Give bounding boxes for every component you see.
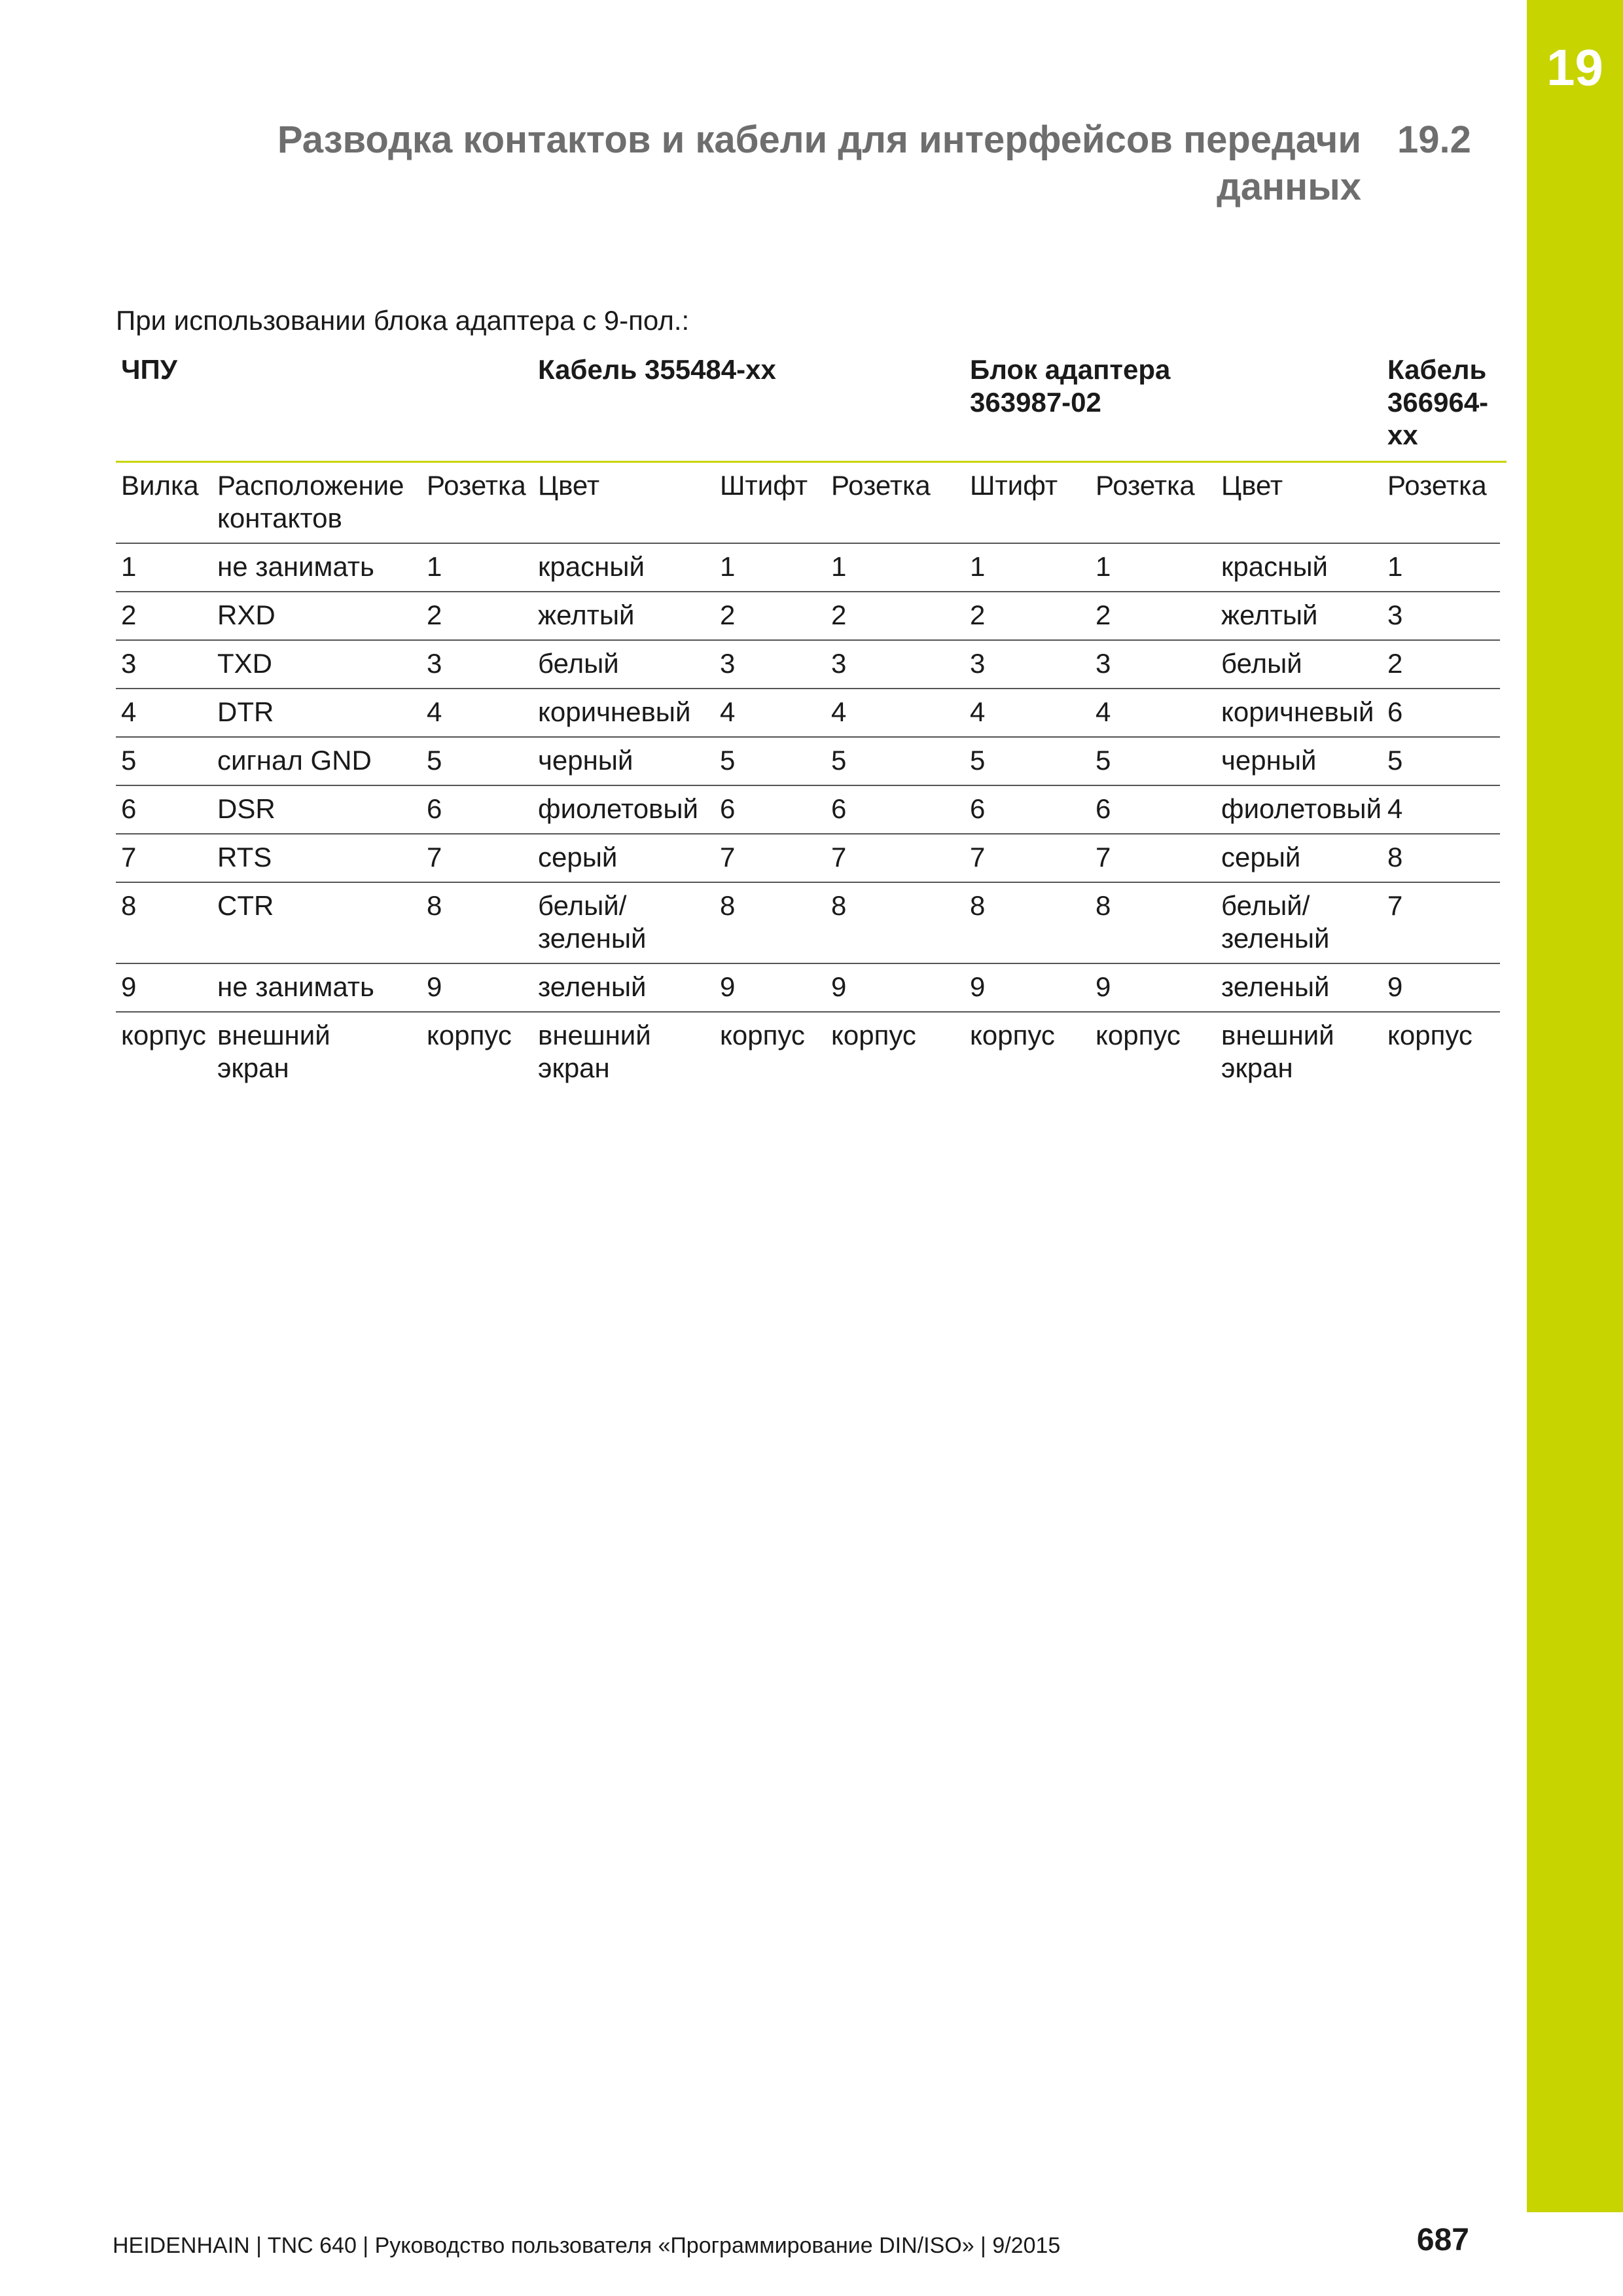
cell-line: 4 bbox=[720, 696, 736, 727]
column-header: Розетка bbox=[421, 462, 533, 544]
cell-line: желтый bbox=[1221, 600, 1318, 630]
cell-line: RXD bbox=[217, 600, 276, 630]
table-cell bbox=[1216, 689, 1382, 737]
column-header-row bbox=[116, 462, 1507, 544]
table-cell bbox=[212, 963, 421, 1012]
table-cell bbox=[533, 882, 715, 963]
cell-line: зеленый bbox=[1221, 971, 1330, 1002]
cell-line: RTS bbox=[217, 842, 272, 872]
table-cell bbox=[1090, 640, 1216, 689]
table-cell bbox=[715, 543, 826, 592]
table-cell bbox=[1090, 882, 1216, 963]
table-cell bbox=[116, 1012, 212, 1092]
cell-line: корпус bbox=[1387, 1020, 1472, 1050]
cell-line: 4 bbox=[121, 696, 137, 727]
cell-line: не занимать bbox=[217, 551, 374, 582]
table-cell bbox=[1382, 592, 1500, 640]
cell-line: 7 bbox=[427, 842, 442, 872]
table-cell bbox=[1382, 543, 1500, 592]
table-row bbox=[116, 689, 1507, 737]
group-cnc: ЧПУ bbox=[116, 347, 533, 462]
cell-line: 4 bbox=[970, 696, 986, 727]
table-cell bbox=[1382, 834, 1500, 882]
table-row bbox=[116, 737, 1507, 785]
column-header: Розетка bbox=[1382, 462, 1500, 544]
cell-line: черный bbox=[538, 745, 633, 776]
column-header: Розетка bbox=[1090, 462, 1216, 544]
table-cell bbox=[715, 785, 826, 834]
table-cell bbox=[421, 1012, 533, 1092]
footer-text: HEIDENHAIN | TNC 640 | Руководство пользователя «Программирование DIN/ISO» | 9/2015 bbox=[113, 2233, 1061, 2258]
group-adapter-line1: Блок адаптера bbox=[970, 354, 1171, 385]
column-header-line2: контактов bbox=[217, 503, 342, 533]
table-cell bbox=[421, 592, 533, 640]
table-cell bbox=[715, 592, 826, 640]
cell-line: 6 bbox=[1387, 696, 1403, 727]
table-cell bbox=[116, 737, 212, 785]
cell-line: черный bbox=[1221, 745, 1317, 776]
cell-line: коричневый bbox=[1221, 696, 1374, 727]
table-cell bbox=[965, 834, 1090, 882]
cell-line: внешний bbox=[217, 1020, 330, 1050]
table-cell bbox=[826, 737, 965, 785]
column-header: Штифт bbox=[715, 462, 826, 544]
cell-line: 8 bbox=[121, 890, 137, 921]
table-cell bbox=[421, 543, 533, 592]
group-adapter bbox=[965, 347, 1382, 462]
table-cell bbox=[715, 882, 826, 963]
column-header bbox=[212, 462, 421, 544]
cell-line: 1 bbox=[1096, 551, 1111, 582]
table-cell bbox=[826, 963, 965, 1012]
cell-line: серый bbox=[1221, 842, 1301, 872]
table-cell bbox=[421, 834, 533, 882]
column-header: Штифт bbox=[965, 462, 1090, 544]
table-cell bbox=[1216, 1012, 1382, 1092]
table-row bbox=[116, 592, 1507, 640]
cell-line: 7 bbox=[1387, 890, 1403, 921]
table-row bbox=[116, 1012, 1507, 1092]
table-cell bbox=[1216, 834, 1382, 882]
cell-line: DTR bbox=[217, 696, 274, 727]
cell-line: 6 bbox=[831, 793, 847, 824]
table-cell bbox=[826, 882, 965, 963]
cell-line: экран bbox=[217, 1052, 289, 1083]
table-cell bbox=[212, 737, 421, 785]
cell-line: 5 bbox=[720, 745, 736, 776]
table-cell bbox=[212, 882, 421, 963]
table-cell bbox=[533, 1012, 715, 1092]
cell-line: 4 bbox=[427, 696, 442, 727]
cell-line: 9 bbox=[970, 971, 986, 1002]
table-cell bbox=[116, 834, 212, 882]
group-cable-366964: Кабель 366964-xx bbox=[1382, 347, 1507, 462]
cell-line: 5 bbox=[970, 745, 986, 776]
cell-line: 3 bbox=[720, 648, 736, 679]
table-cell bbox=[965, 689, 1090, 737]
table-cell bbox=[715, 834, 826, 882]
section-number: 19.2 bbox=[1397, 118, 1471, 161]
table-row bbox=[116, 785, 1507, 834]
table-cell bbox=[1382, 1012, 1500, 1092]
table-cell bbox=[533, 689, 715, 737]
table-cell bbox=[826, 543, 965, 592]
table-cell bbox=[1090, 543, 1216, 592]
cell-line: 2 bbox=[1096, 600, 1111, 630]
cell-line: 7 bbox=[831, 842, 847, 872]
table-cell bbox=[1382, 963, 1500, 1012]
cell-line: 2 bbox=[427, 600, 442, 630]
cell-line: 6 bbox=[720, 793, 736, 824]
table-row bbox=[116, 543, 1507, 592]
page-number: 687 bbox=[1416, 2223, 1469, 2257]
cell-line: 2 bbox=[121, 600, 137, 630]
table-cell bbox=[533, 834, 715, 882]
table-cell bbox=[116, 689, 212, 737]
cell-line: 5 bbox=[1387, 745, 1403, 776]
table-cell bbox=[965, 640, 1090, 689]
page-title-line2: данных bbox=[1217, 166, 1361, 208]
cell-line: 7 bbox=[1096, 842, 1111, 872]
table-cell bbox=[116, 543, 212, 592]
table-cell bbox=[1382, 785, 1500, 834]
table-cell bbox=[965, 963, 1090, 1012]
cell-line: 8 bbox=[831, 890, 847, 921]
group-adapter-line2: 363987-02 bbox=[970, 387, 1101, 418]
cell-line: фиолетовый bbox=[1221, 793, 1382, 824]
table-cell bbox=[116, 785, 212, 834]
cell-line: экран bbox=[1221, 1052, 1293, 1083]
cell-line: белый/ bbox=[1221, 890, 1310, 921]
table-row bbox=[116, 882, 1507, 963]
cell-line: 5 bbox=[427, 745, 442, 776]
cell-line: 6 bbox=[427, 793, 442, 824]
cell-line: зеленый bbox=[1221, 923, 1330, 954]
table-cell bbox=[421, 640, 533, 689]
table-cell bbox=[715, 640, 826, 689]
column-header: Цвет bbox=[1216, 462, 1382, 544]
intro-text: При использовании блока адаптера с 9-пол.: bbox=[116, 305, 690, 336]
page-title bbox=[183, 117, 1361, 211]
table-cell bbox=[212, 592, 421, 640]
chapter-tab bbox=[1527, 0, 1623, 2212]
table-cell bbox=[533, 737, 715, 785]
cell-line: DSR bbox=[217, 793, 276, 824]
cell-line: 8 bbox=[427, 890, 442, 921]
cell-line: зеленый bbox=[538, 971, 647, 1002]
chapter-number: 19 bbox=[1546, 39, 1603, 96]
cell-line: 1 bbox=[720, 551, 736, 582]
cell-line: 4 bbox=[1096, 696, 1111, 727]
table-cell bbox=[826, 592, 965, 640]
table-cell bbox=[1216, 640, 1382, 689]
cell-line: 2 bbox=[720, 600, 736, 630]
table-body bbox=[116, 543, 1507, 1092]
table-cell bbox=[421, 882, 533, 963]
cell-line: 9 bbox=[720, 971, 736, 1002]
cell-line: 8 bbox=[1096, 890, 1111, 921]
table-cell bbox=[533, 640, 715, 689]
table-cell bbox=[826, 834, 965, 882]
cell-line: 1 bbox=[970, 551, 986, 582]
table-cell bbox=[421, 963, 533, 1012]
table-cell bbox=[1382, 737, 1500, 785]
cell-line: белый/ bbox=[538, 890, 627, 921]
table-cell bbox=[1090, 1012, 1216, 1092]
table-cell bbox=[212, 640, 421, 689]
table-cell bbox=[1216, 592, 1382, 640]
table-cell bbox=[1090, 737, 1216, 785]
cell-line: корпус bbox=[121, 1020, 206, 1050]
cell-line: красный bbox=[1221, 551, 1328, 582]
cell-line: 3 bbox=[1387, 600, 1403, 630]
table-cell bbox=[533, 963, 715, 1012]
cell-line: зеленый bbox=[538, 923, 647, 954]
cell-line: 5 bbox=[1096, 745, 1111, 776]
cell-line: 2 bbox=[831, 600, 847, 630]
cell-line: 8 bbox=[720, 890, 736, 921]
cell-line: 2 bbox=[1387, 648, 1403, 679]
table-cell bbox=[212, 543, 421, 592]
table-cell bbox=[1216, 737, 1382, 785]
table-cell bbox=[1090, 834, 1216, 882]
page-title-line1: Разводка контактов и кабели для интерфейсов передачи bbox=[277, 118, 1361, 161]
table-cell bbox=[826, 785, 965, 834]
cell-line: 4 bbox=[1387, 793, 1403, 824]
table-cell bbox=[965, 1012, 1090, 1092]
table-cell bbox=[212, 834, 421, 882]
table-cell bbox=[715, 963, 826, 1012]
table-cell bbox=[1216, 543, 1382, 592]
table-cell bbox=[1090, 592, 1216, 640]
cell-line: 6 bbox=[121, 793, 137, 824]
table-cell bbox=[212, 689, 421, 737]
cell-line: 3 bbox=[970, 648, 986, 679]
table-row bbox=[116, 640, 1507, 689]
table-cell bbox=[1090, 689, 1216, 737]
cell-line: 7 bbox=[720, 842, 736, 872]
cell-line: 3 bbox=[427, 648, 442, 679]
table-cell bbox=[212, 785, 421, 834]
cell-line: 1 bbox=[1387, 551, 1403, 582]
table-cell bbox=[212, 1012, 421, 1092]
cell-line: 6 bbox=[970, 793, 986, 824]
cell-line: 1 bbox=[831, 551, 847, 582]
cell-line: коричневый bbox=[538, 696, 691, 727]
table-cell bbox=[1382, 640, 1500, 689]
group-header-row bbox=[116, 347, 1507, 462]
cell-line: 8 bbox=[970, 890, 986, 921]
table-cell bbox=[1382, 689, 1500, 737]
table-cell bbox=[826, 640, 965, 689]
cell-line: 7 bbox=[121, 842, 137, 872]
table-cell bbox=[715, 1012, 826, 1092]
table-cell bbox=[965, 737, 1090, 785]
cell-line: фиолетовый bbox=[538, 793, 699, 824]
table-cell bbox=[715, 689, 826, 737]
cell-line: 1 bbox=[427, 551, 442, 582]
cell-line: желтый bbox=[538, 600, 635, 630]
cell-line: 9 bbox=[121, 971, 137, 1002]
cell-line: корпус bbox=[831, 1020, 916, 1050]
cell-line: 1 bbox=[121, 551, 137, 582]
table-cell bbox=[965, 785, 1090, 834]
table-cell bbox=[116, 640, 212, 689]
cell-line: 5 bbox=[121, 745, 137, 776]
cell-line: корпус bbox=[720, 1020, 805, 1050]
cell-line: 5 bbox=[831, 745, 847, 776]
cell-line: корпус bbox=[427, 1020, 512, 1050]
table-cell bbox=[965, 592, 1090, 640]
cell-line: 6 bbox=[1096, 793, 1111, 824]
table-cell bbox=[826, 1012, 965, 1092]
column-header-line1: Расположение bbox=[217, 470, 404, 501]
table-cell bbox=[715, 737, 826, 785]
cell-line: 2 bbox=[970, 600, 986, 630]
table-cell bbox=[116, 963, 212, 1012]
cell-line: TXD bbox=[217, 648, 272, 679]
table-cell bbox=[421, 689, 533, 737]
cell-line: 3 bbox=[1096, 648, 1111, 679]
cell-line: 3 bbox=[121, 648, 137, 679]
table-cell bbox=[421, 737, 533, 785]
cell-line: экран bbox=[538, 1052, 610, 1083]
table-cell bbox=[1216, 963, 1382, 1012]
table-cell bbox=[1090, 963, 1216, 1012]
table-cell bbox=[965, 882, 1090, 963]
pin-assignment-table bbox=[116, 347, 1507, 1092]
group-cable-355484: Кабель 355484-xx bbox=[533, 347, 965, 462]
cell-line: красный bbox=[538, 551, 645, 582]
table-cell bbox=[533, 785, 715, 834]
cell-line: белый bbox=[1221, 648, 1302, 679]
cell-line: серый bbox=[538, 842, 618, 872]
cell-line: белый bbox=[538, 648, 619, 679]
cell-line: 7 bbox=[970, 842, 986, 872]
table-row bbox=[116, 963, 1507, 1012]
cell-line: CTR bbox=[217, 890, 274, 921]
cell-line: 9 bbox=[831, 971, 847, 1002]
cell-line: 8 bbox=[1387, 842, 1403, 872]
table-row bbox=[116, 834, 1507, 882]
table-cell bbox=[1382, 882, 1500, 963]
table-cell bbox=[533, 543, 715, 592]
table-cell bbox=[826, 689, 965, 737]
cell-line: сигнал GND bbox=[217, 745, 372, 776]
column-header: Цвет bbox=[533, 462, 715, 544]
table-cell bbox=[421, 785, 533, 834]
table-cell bbox=[116, 882, 212, 963]
cell-line: 3 bbox=[831, 648, 847, 679]
cell-line: 9 bbox=[1387, 971, 1403, 1002]
cell-line: корпус bbox=[1096, 1020, 1181, 1050]
column-header: Вилка bbox=[116, 462, 212, 544]
table-cell bbox=[965, 543, 1090, 592]
cell-line: внешний bbox=[1221, 1020, 1334, 1050]
cell-line: 9 bbox=[1096, 971, 1111, 1002]
table-cell bbox=[116, 592, 212, 640]
cell-line: корпус bbox=[970, 1020, 1055, 1050]
cell-line: внешний bbox=[538, 1020, 651, 1050]
cell-line: 4 bbox=[831, 696, 847, 727]
cell-line: 9 bbox=[427, 971, 442, 1002]
table-cell bbox=[1216, 785, 1382, 834]
table-cell bbox=[1216, 882, 1382, 963]
table-cell bbox=[533, 592, 715, 640]
cell-line: не занимать bbox=[217, 971, 374, 1002]
table-cell bbox=[1090, 785, 1216, 834]
column-header: Розетка bbox=[826, 462, 965, 544]
